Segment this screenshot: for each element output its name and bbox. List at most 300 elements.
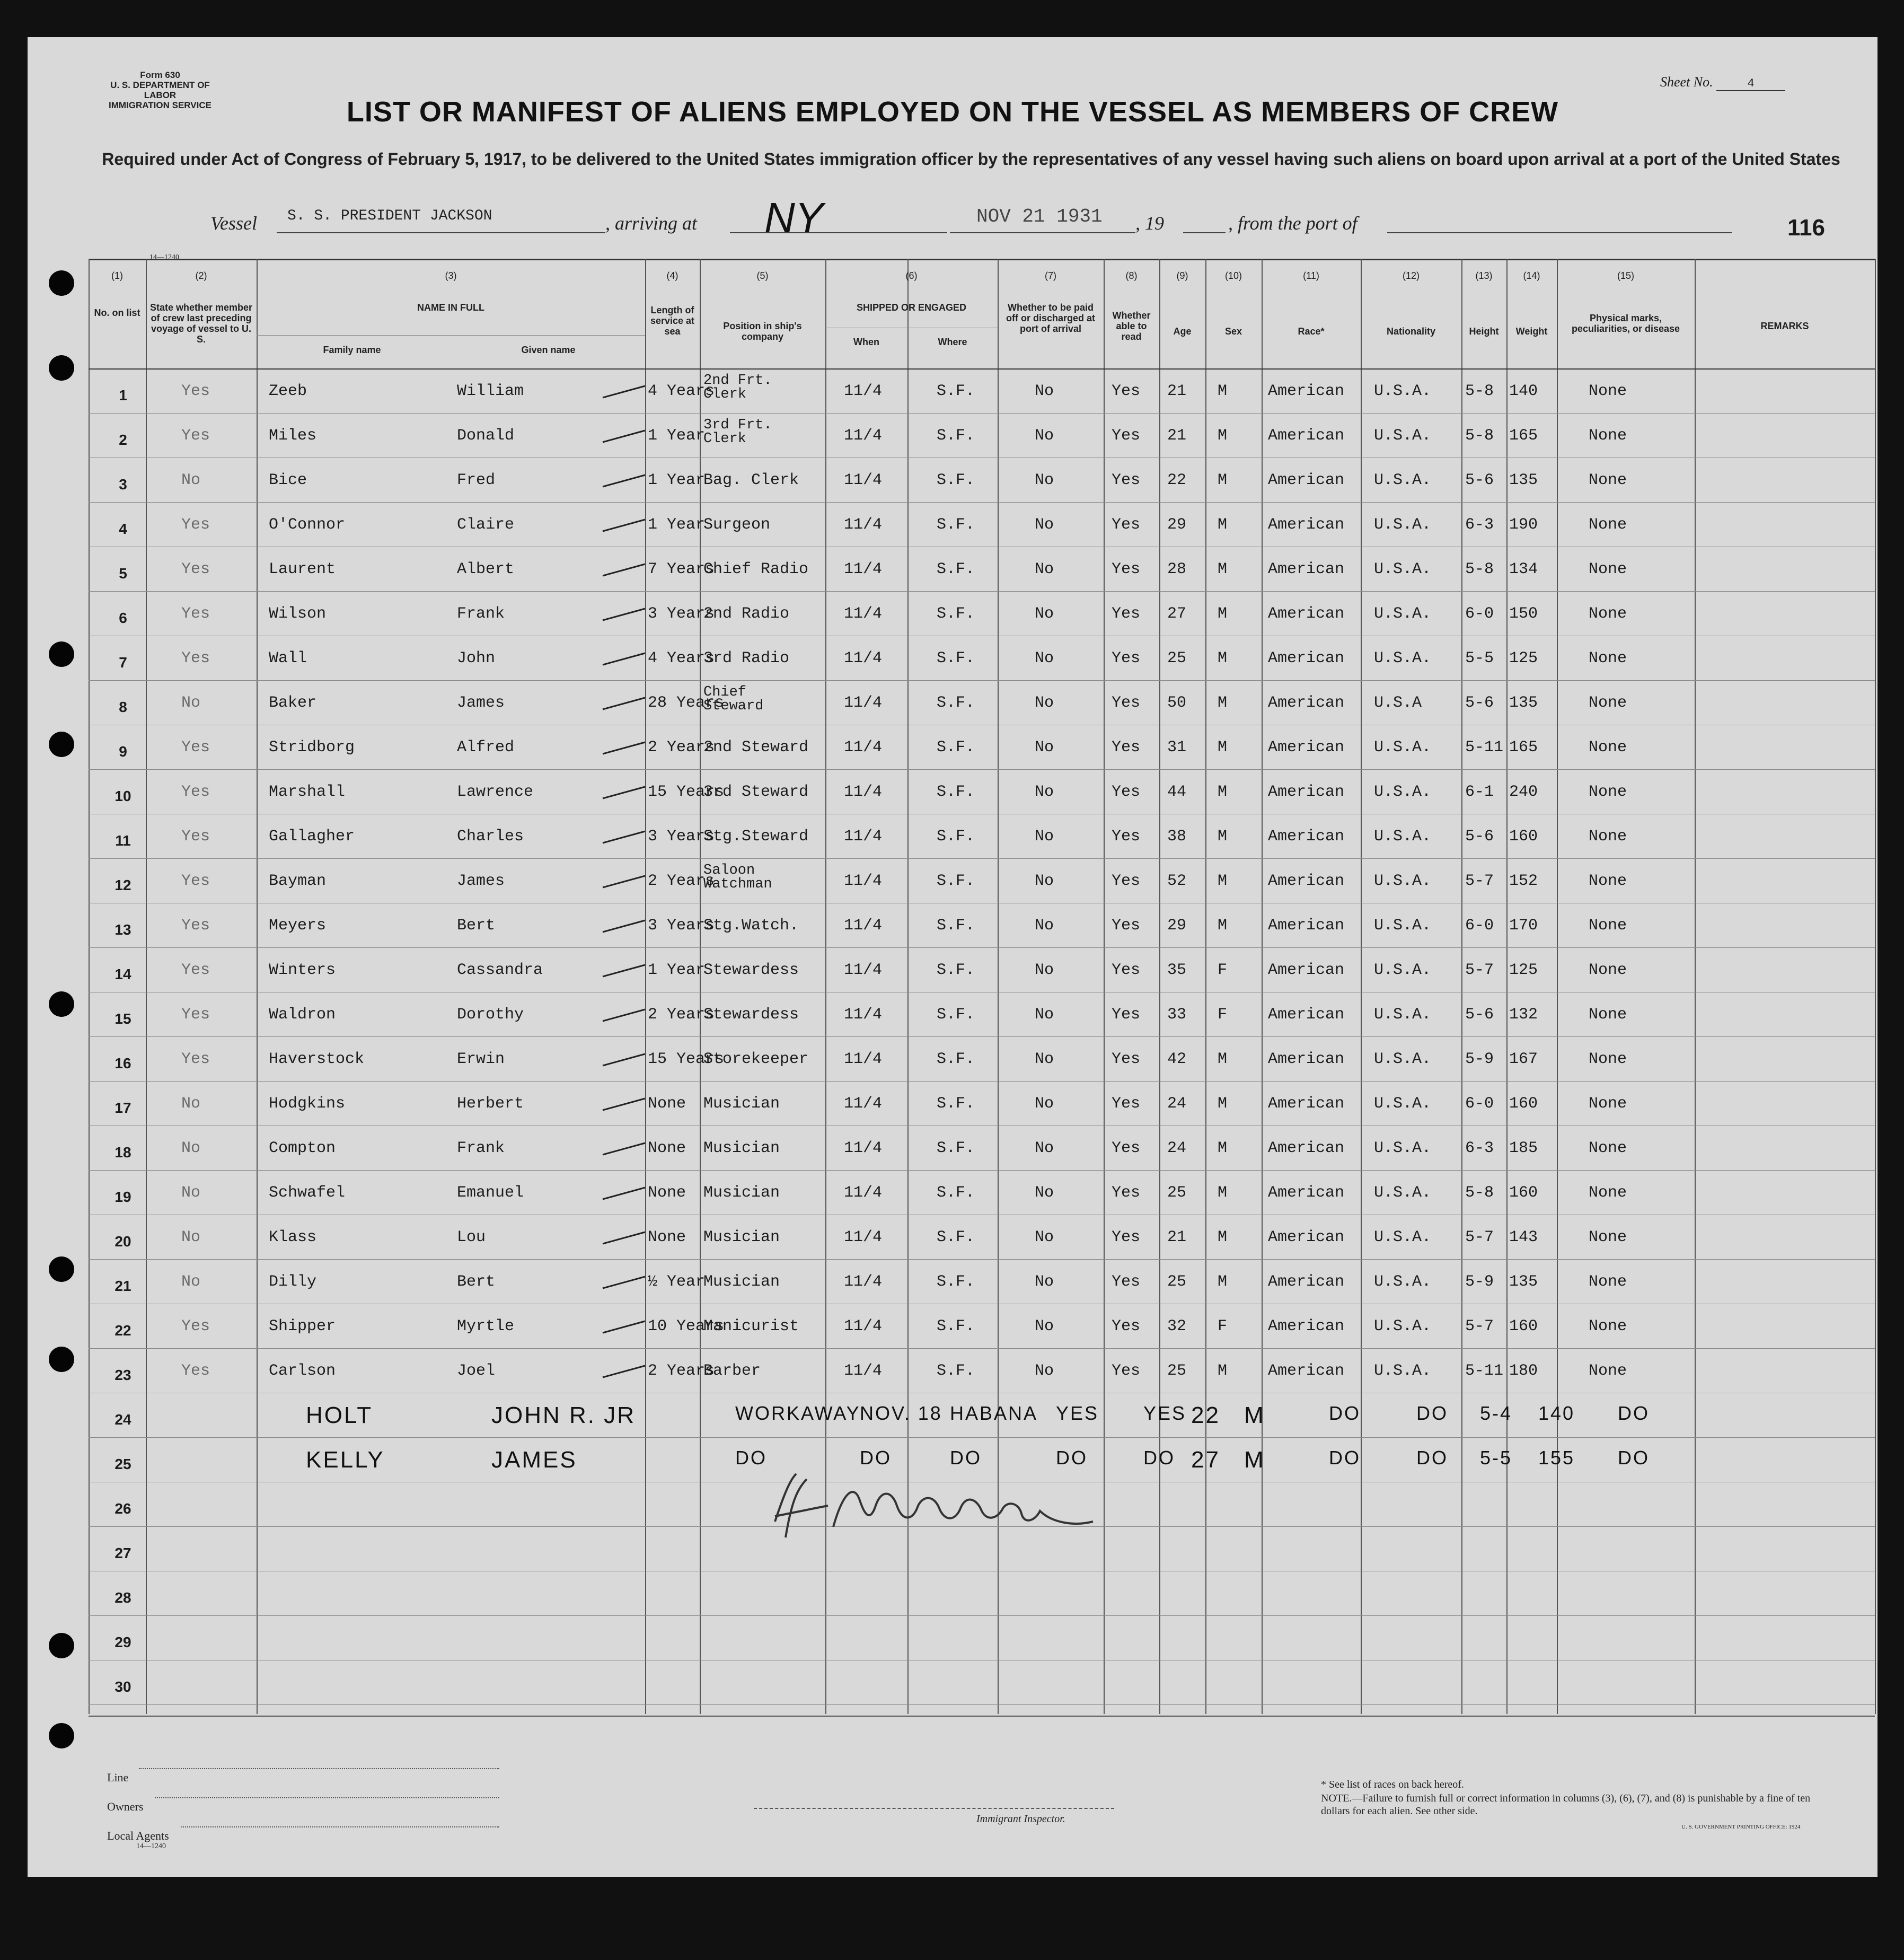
row-rule	[89, 1704, 1875, 1705]
crew-age: 25	[1167, 1362, 1187, 1380]
crew-age: 28	[1167, 560, 1187, 578]
column-header: Length of service at sea	[650, 305, 695, 337]
crew-family: Laurent	[269, 560, 336, 578]
crew-nat: U.S.A.	[1374, 783, 1432, 801]
check-mark	[600, 515, 648, 537]
punch-hole	[49, 1723, 74, 1748]
row-number: 25	[114, 1456, 131, 1472]
column-rule	[1262, 259, 1263, 1714]
crew-service: 4 Years	[648, 649, 715, 667]
crew-prev: No	[181, 1139, 201, 1157]
crew-weight: 134	[1509, 560, 1538, 578]
row-rule	[89, 1348, 1875, 1349]
row-number: 20	[114, 1233, 131, 1250]
punch-hole	[49, 991, 74, 1017]
crew-weight: 185	[1509, 1139, 1538, 1157]
crew-race: American	[1268, 694, 1345, 712]
crew-weight: 132	[1509, 1006, 1538, 1024]
crew-nat: U.S.A.	[1374, 605, 1432, 623]
handwritten-marks: DO	[1618, 1447, 1650, 1469]
handwritten-age: 27	[1191, 1447, 1220, 1473]
footer-agents-label: Local Agents	[107, 1829, 169, 1842]
crew-position: Musician	[703, 1228, 780, 1246]
check-mark	[600, 916, 648, 937]
crew-race: American	[1268, 560, 1345, 578]
crew-paid: No	[1035, 1050, 1054, 1068]
handwritten-when: DO	[860, 1447, 892, 1469]
row-number: 17	[114, 1100, 131, 1116]
handwritten-family: HOLT	[306, 1402, 373, 1428]
crew-race: American	[1268, 471, 1345, 489]
check-mark	[600, 1050, 648, 1071]
crew-paid: No	[1035, 605, 1054, 623]
crew-family: Haverstock	[269, 1050, 365, 1068]
crew-nat: U.S.A.	[1374, 382, 1432, 400]
crew-nat: U.S.A	[1374, 694, 1422, 712]
crew-when: 11/4	[844, 917, 883, 935]
handwritten-paid: YES	[1056, 1402, 1099, 1424]
crew-marks: None	[1589, 605, 1627, 623]
crew-marks: None	[1589, 1095, 1627, 1113]
crew-weight: 125	[1509, 649, 1538, 667]
crew-family: Wilson	[269, 605, 327, 623]
footer-owners-label: Owners	[107, 1800, 144, 1813]
crew-sex: M	[1218, 471, 1228, 489]
handwritten-given: JAMES	[491, 1447, 577, 1473]
crew-height: 5-5	[1465, 649, 1494, 667]
crew-where: S.F.	[937, 1362, 975, 1380]
column-number: (14)	[1523, 270, 1540, 281]
punch-hole	[49, 641, 74, 667]
department: U. S. DEPARTMENT OF LABOR	[110, 80, 210, 100]
crew-position: Storekeeper	[703, 1050, 809, 1068]
crew-age: 38	[1167, 828, 1187, 846]
crew-marks: None	[1589, 872, 1627, 890]
crew-read: Yes	[1112, 1228, 1141, 1246]
crew-marks: None	[1589, 783, 1627, 801]
crew-nat: U.S.A.	[1374, 1273, 1432, 1291]
crew-race: American	[1268, 1228, 1345, 1246]
crew-read: Yes	[1112, 917, 1141, 935]
crew-sex: M	[1218, 694, 1228, 712]
crew-position: 2nd Frt. Clerk	[703, 373, 772, 402]
handwritten-sex: M	[1244, 1447, 1265, 1473]
crew-nat: U.S.A.	[1374, 828, 1432, 846]
crew-height: 6-0	[1465, 605, 1494, 623]
crew-given: Alfred	[457, 739, 515, 757]
crew-paid: No	[1035, 783, 1054, 801]
crew-height: 6-0	[1465, 1095, 1494, 1113]
column-header: Sex	[1224, 326, 1242, 337]
crew-race: American	[1268, 1095, 1345, 1113]
crew-marks: None	[1589, 1184, 1627, 1202]
crew-where: S.F.	[937, 694, 975, 712]
crew-when: 11/4	[844, 605, 883, 623]
row-number: 3	[119, 476, 127, 493]
crew-nat: U.S.A.	[1374, 1317, 1432, 1335]
crew-age: 32	[1167, 1317, 1187, 1335]
crew-when: 11/4	[844, 961, 883, 979]
column-header: Whether to be paid off or discharged at port of arrival	[1006, 302, 1096, 334]
column-subheader: When	[853, 337, 879, 347]
check-mark	[600, 1183, 648, 1205]
crew-marks: None	[1589, 1362, 1627, 1380]
crew-sex: F	[1218, 1006, 1228, 1024]
inspector-label: Immigrant Inspector.	[976, 1813, 1065, 1825]
crew-age: 29	[1167, 917, 1187, 935]
row-number: 15	[114, 1010, 131, 1027]
row-number: 10	[114, 788, 131, 804]
crew-sex: M	[1218, 917, 1228, 935]
punch-hole	[49, 1347, 74, 1372]
crew-family: Miles	[269, 427, 317, 445]
crew-position: Stewardess	[703, 1006, 799, 1024]
crew-position: Barber	[703, 1362, 761, 1380]
crew-when: 11/4	[844, 516, 883, 534]
crew-weight: 160	[1509, 1317, 1538, 1335]
row-number: 21	[114, 1278, 131, 1294]
crew-read: Yes	[1112, 471, 1141, 489]
crew-family: Compton	[269, 1139, 336, 1157]
check-mark	[600, 1361, 648, 1383]
crew-read: Yes	[1112, 1139, 1141, 1157]
crew-family: Waldron	[269, 1006, 336, 1024]
crew-nat: U.S.A.	[1374, 872, 1432, 890]
crew-position: 3rd Steward	[703, 783, 809, 801]
crew-read: Yes	[1112, 1095, 1141, 1113]
footer-line-label: Line	[107, 1771, 129, 1784]
crew-read: Yes	[1112, 828, 1141, 846]
crew-where: S.F.	[937, 872, 975, 890]
crew-service: 4 Years	[648, 382, 715, 400]
row-number: 8	[119, 699, 127, 715]
crew-position: Musician	[703, 1273, 780, 1291]
row-rule	[89, 368, 1875, 370]
crew-read: Yes	[1112, 1050, 1141, 1068]
column-rule	[1875, 259, 1876, 1714]
column-header: Height	[1469, 326, 1499, 337]
crew-position: Stg.Steward	[703, 828, 809, 846]
column-header: NAME IN FULL	[417, 302, 484, 313]
sheet-number-label: Sheet No.	[1660, 74, 1713, 90]
column-header: Weight	[1515, 326, 1548, 337]
crew-given: Charles	[457, 828, 524, 846]
crew-paid: No	[1035, 1362, 1054, 1380]
crew-race: American	[1268, 1184, 1345, 1202]
handwritten-position: WORKAWAY	[735, 1402, 861, 1424]
crew-sex: M	[1218, 1184, 1228, 1202]
crew-family: Klass	[269, 1228, 317, 1246]
crew-race: American	[1268, 649, 1345, 667]
crew-when: 11/4	[844, 1228, 883, 1246]
crew-read: Yes	[1112, 1362, 1141, 1380]
crew-height: 5-8	[1465, 427, 1494, 445]
check-mark	[600, 738, 648, 759]
crew-when: 11/4	[844, 471, 883, 489]
year-underline	[1183, 232, 1226, 233]
crew-prev: Yes	[181, 560, 210, 578]
crew-nat: U.S.A.	[1374, 917, 1432, 935]
crew-where: S.F.	[937, 605, 975, 623]
crew-paid: No	[1035, 516, 1054, 534]
row-number: 6	[119, 610, 127, 626]
column-header: State whether member of crew last preceding voyage of vessel to U. S.	[149, 302, 253, 345]
crew-given: Donald	[457, 427, 515, 445]
crew-race: American	[1268, 427, 1345, 445]
check-mark	[600, 604, 648, 626]
crew-position: Saloon Watchman	[703, 863, 772, 892]
crew-weight: 160	[1509, 1095, 1538, 1113]
crew-family: O'Connor	[269, 516, 346, 534]
check-mark	[600, 872, 648, 893]
crew-weight: 152	[1509, 872, 1538, 890]
from-port-underline	[1387, 232, 1732, 233]
crew-service: 2 Years	[648, 1362, 715, 1380]
crew-prev: Yes	[181, 516, 210, 534]
crew-nat: U.S.A.	[1374, 560, 1432, 578]
crew-height: 5-7	[1465, 1317, 1494, 1335]
crew-read: Yes	[1112, 560, 1141, 578]
crew-where: S.F.	[937, 471, 975, 489]
crew-when: 11/4	[844, 828, 883, 846]
handwritten-family: KELLY	[306, 1447, 385, 1473]
column-number: (12)	[1402, 270, 1420, 281]
crew-marks: None	[1589, 1006, 1627, 1024]
handwritten-read: YES	[1143, 1402, 1187, 1424]
crew-service: 3 Years	[648, 828, 715, 846]
crew-paid: No	[1035, 1317, 1054, 1335]
crew-paid: No	[1035, 739, 1054, 757]
crew-prev: Yes	[181, 917, 210, 935]
check-mark	[600, 693, 648, 715]
crew-nat: U.S.A.	[1374, 427, 1432, 445]
column-number: (11)	[1303, 270, 1319, 281]
crew-paid: No	[1035, 1006, 1054, 1024]
sheet-number	[1660, 74, 1785, 91]
crew-height: 6-3	[1465, 1139, 1494, 1157]
column-header: Age	[1173, 326, 1192, 337]
punch-hole	[49, 1256, 74, 1282]
crew-paid: No	[1035, 1184, 1054, 1202]
arriving-at-value: NY	[764, 194, 824, 241]
column-rule	[1205, 259, 1206, 1714]
crew-age: 33	[1167, 1006, 1187, 1024]
crew-given: Claire	[457, 516, 515, 534]
vessel-name: S. S. PRESIDENT JACKSON	[287, 208, 492, 224]
crew-prev: No	[181, 1228, 201, 1246]
crew-service: ½ Year	[648, 1273, 706, 1291]
crew-read: Yes	[1112, 427, 1141, 445]
row-number: 1	[119, 387, 127, 403]
check-mark	[600, 649, 648, 670]
crew-age: 42	[1167, 1050, 1187, 1068]
crew-where: S.F.	[937, 649, 975, 667]
crew-family: Gallagher	[269, 828, 355, 846]
crew-marks: None	[1589, 961, 1627, 979]
crew-when: 11/4	[844, 382, 883, 400]
crew-service: None	[648, 1139, 686, 1157]
crew-weight: 150	[1509, 605, 1538, 623]
handwritten-nat: DO	[1416, 1447, 1448, 1469]
service-name: IMMIGRATION SERVICE	[109, 100, 211, 110]
crew-age: 22	[1167, 471, 1187, 489]
crew-given: William	[457, 382, 524, 400]
crew-read: Yes	[1112, 605, 1141, 623]
crew-service: 15 Years	[648, 783, 725, 801]
penalty-note: NOTE.—Failure to furnish full or correct information in columns (3), (6), (7), and (8) is punishable by a fine of ten dollars for each alien. See other side.	[1321, 1792, 1811, 1817]
crew-nat: U.S.A.	[1374, 649, 1432, 667]
crew-age: 27	[1167, 605, 1187, 623]
crew-read: Yes	[1112, 382, 1141, 400]
crew-height: 5-9	[1465, 1050, 1494, 1068]
crew-family: Stridborg	[269, 739, 355, 757]
crew-height: 6-0	[1465, 917, 1494, 935]
crew-race: American	[1268, 1273, 1345, 1291]
crew-paid: No	[1035, 1228, 1054, 1246]
column-subheader: Given name	[521, 345, 576, 355]
crew-service: None	[648, 1095, 686, 1113]
crew-prev: Yes	[181, 427, 210, 445]
column-header: Nationality	[1386, 326, 1435, 337]
column-number: (7)	[1045, 270, 1056, 281]
crew-paid: No	[1035, 471, 1054, 489]
row-rule	[89, 502, 1875, 503]
inspector-signature-line	[754, 1808, 1114, 1809]
crew-given: Lou	[457, 1228, 486, 1246]
crew-where: S.F.	[937, 1228, 975, 1246]
crew-given: Erwin	[457, 1050, 505, 1068]
form-code: 14—1240	[149, 253, 179, 261]
crew-race: American	[1268, 739, 1345, 757]
crew-service: 2 Years	[648, 739, 715, 757]
crew-given: Cassandra	[457, 961, 543, 979]
crew-service: 7 Years	[648, 560, 715, 578]
crew-race: American	[1268, 872, 1345, 890]
crew-prev: Yes	[181, 649, 210, 667]
crew-family: Schwafel	[269, 1184, 346, 1202]
crew-age: 21	[1167, 1228, 1187, 1246]
crew-when: 11/4	[844, 694, 883, 712]
check-mark	[600, 1139, 648, 1160]
check-mark	[600, 471, 648, 492]
check-mark	[600, 1272, 648, 1294]
crew-height: 6-3	[1465, 516, 1494, 534]
printer-mark: U. S. GOVERNMENT PRINTING OFFICE: 1924	[1681, 1824, 1801, 1830]
handwritten-marks: DO	[1618, 1402, 1650, 1424]
handwritten-where: HABANA	[950, 1402, 1038, 1424]
crew-service: None	[648, 1228, 686, 1246]
crew-marks: None	[1589, 828, 1627, 846]
crew-position: Surgeon	[703, 516, 771, 534]
crew-family: Carlson	[269, 1362, 336, 1380]
crew-given: Joel	[457, 1362, 496, 1380]
crew-when: 11/4	[844, 1139, 883, 1157]
column-number: (9)	[1176, 270, 1188, 281]
crew-sex: M	[1218, 649, 1228, 667]
crew-prev: Yes	[181, 382, 210, 400]
crew-weight: 143	[1509, 1228, 1538, 1246]
crew-prev: Yes	[181, 605, 210, 623]
row-number: 12	[114, 877, 131, 893]
crew-sex: M	[1218, 605, 1228, 623]
crew-family: Bice	[269, 471, 307, 489]
crew-read: Yes	[1112, 1184, 1141, 1202]
crew-service: 15 Years	[648, 1050, 725, 1068]
crew-paid: No	[1035, 382, 1054, 400]
row-rule	[89, 1615, 1875, 1616]
row-number: 22	[114, 1322, 131, 1339]
crew-when: 11/4	[844, 1184, 883, 1202]
crew-service: 1 Year	[648, 471, 706, 489]
crew-race: American	[1268, 828, 1345, 846]
row-number: 24	[114, 1411, 131, 1428]
crew-service: 2 Years	[648, 872, 715, 890]
crew-weight: 240	[1509, 783, 1538, 801]
crew-read: Yes	[1112, 1317, 1141, 1335]
check-mark	[600, 1005, 648, 1026]
row-rule	[89, 1081, 1875, 1082]
crew-sex: M	[1218, 1095, 1228, 1113]
row-number: 23	[114, 1367, 131, 1383]
row-rule	[89, 1170, 1875, 1171]
crew-weight: 135	[1509, 1273, 1538, 1291]
crew-race: American	[1268, 1362, 1345, 1380]
check-mark	[600, 961, 648, 982]
punch-hole	[49, 1633, 74, 1658]
handwritten-height: 5-4	[1480, 1402, 1513, 1424]
crew-marks: None	[1589, 516, 1627, 534]
crew-nat: U.S.A.	[1374, 1228, 1432, 1246]
crew-sex: M	[1218, 427, 1228, 445]
crew-when: 11/4	[844, 649, 883, 667]
page-title: LIST OR MANIFEST OF ALIENS EMPLOYED ON THE VESSEL AS MEMBERS OF CREW	[346, 96, 1559, 128]
crew-where: S.F.	[937, 1273, 975, 1291]
crew-weight: 140	[1509, 382, 1538, 400]
crew-position: Bag. Clerk	[703, 471, 799, 489]
handwritten-when: NOV. 18	[860, 1402, 942, 1424]
crew-prev: Yes	[181, 1050, 210, 1068]
crew-age: 21	[1167, 382, 1187, 400]
crew-weight: 160	[1509, 828, 1538, 846]
crew-prev: No	[181, 1095, 201, 1113]
crew-weight: 135	[1509, 694, 1538, 712]
crew-prev: Yes	[181, 1317, 210, 1335]
crew-weight: 160	[1509, 1184, 1538, 1202]
crew-weight: 190	[1509, 516, 1538, 534]
crew-when: 11/4	[844, 783, 883, 801]
crew-service: 1 Year	[648, 961, 706, 979]
column-number: (2)	[195, 270, 207, 281]
crew-prev: No	[181, 1184, 201, 1202]
crew-height: 5-8	[1465, 560, 1494, 578]
crew-nat: U.S.A.	[1374, 961, 1432, 979]
crew-race: American	[1268, 1050, 1345, 1068]
row-rule	[89, 1036, 1875, 1037]
crew-given: Albert	[457, 560, 515, 578]
crew-where: S.F.	[937, 739, 975, 757]
crew-weight: 135	[1509, 471, 1538, 489]
column-rule	[1361, 259, 1362, 1714]
crew-read: Yes	[1112, 694, 1141, 712]
crew-race: American	[1268, 1139, 1345, 1157]
crew-where: S.F.	[937, 1095, 975, 1113]
manifest-sheet	[28, 37, 1877, 1877]
crew-age: 21	[1167, 427, 1187, 445]
crew-paid: No	[1035, 1139, 1054, 1157]
column-number: (15)	[1617, 270, 1634, 281]
crew-service: 28 Years	[648, 694, 725, 712]
check-mark	[600, 1228, 648, 1249]
